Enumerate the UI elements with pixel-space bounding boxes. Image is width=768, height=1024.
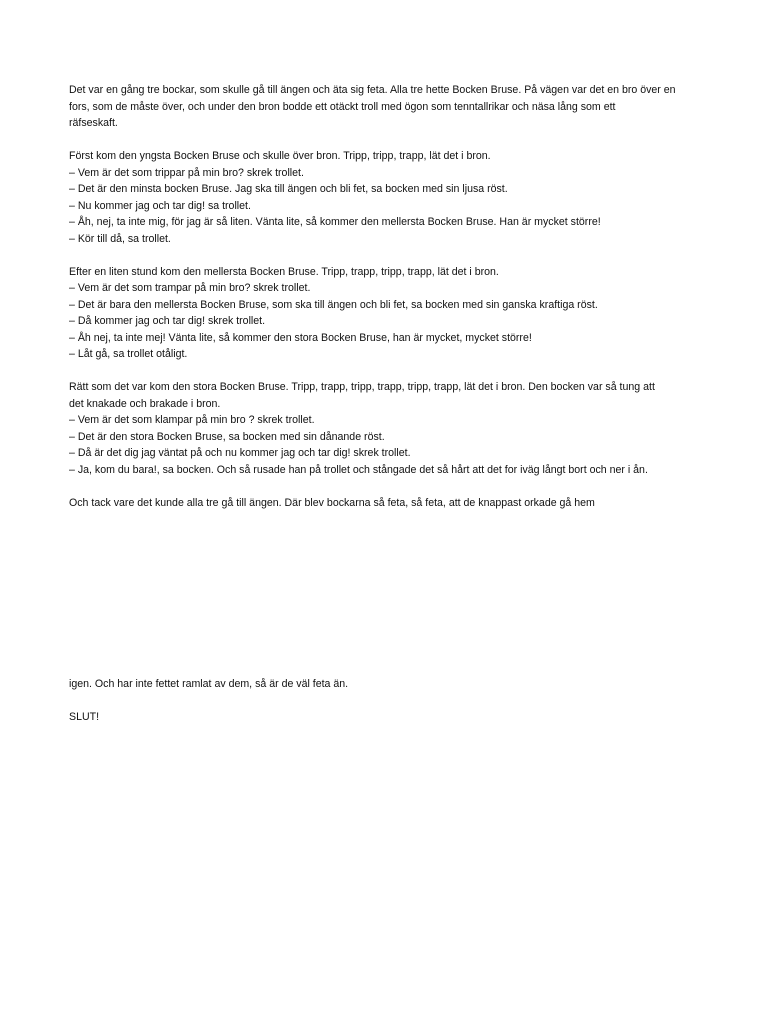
paragraph-ending-tail <box>69 676 709 693</box>
text-line: – Ja, kom du bara!, sa bocken. Och så rusade han på trollet och stångade det så hårt att det for iväg långt bort och ner i ån. <box>69 463 648 476</box>
story-text-tail <box>69 676 709 726</box>
text-line: Och tack vare det kunde alla tre gå till ängen. Där blev bockarna så feta, så feta, att de knappast orkade gå hem <box>69 496 595 509</box>
text-line: – Vem är det som trippar på min bro? skrek trollet. <box>69 166 304 179</box>
text-line: – Åh, nej, ta inte mig, för jag är så liten. Vänta lite, så kommer den mellersta Bocken Bruse. Han är mycket större! <box>69 216 601 228</box>
text-line: – Låt gå, sa trollet otåligt. <box>69 348 188 360</box>
text-line: – Vem är det som trampar på min bro? skrek trollet. <box>69 282 311 294</box>
paragraph-gap <box>69 478 709 495</box>
paragraph-gap <box>69 132 709 149</box>
text-line: igen. Och har inte fettet ramlat av dem, så är de väl feta än. <box>69 678 349 690</box>
text-line: – Nu kommer jag och tar dig! sa trollet. <box>69 199 251 212</box>
text-line: – Det är den stora Bocken Bruse, sa bocken med sin dånande röst. <box>69 430 385 443</box>
paragraph-ending <box>69 495 709 512</box>
paragraph-intro <box>69 82 709 132</box>
text-line: – Kör till då, sa trollet. <box>69 232 171 245</box>
text-line: fors, som de måste över, och under den bron bodde ett otäckt troll med ögon som tenntallrikar och näsa lång som ett <box>69 100 616 113</box>
text-line: räfseskaft. <box>69 117 118 129</box>
text-line: – Det är den minsta bocken Bruse. Jag ska till ängen och bli fet, sa bocken med sin ljusa röst. <box>69 183 508 195</box>
text-line: det knakade och brakade i bron. <box>69 397 221 410</box>
text-line: Först kom den yngsta Bocken Bruse och skulle över bron. Tripp, tripp, trapp, lät det i bron. <box>69 150 491 162</box>
text-line: – Åh nej, ta inte mej! Vänta lite, så kommer den stora Bocken Bruse, han är mycket, mycket större! <box>69 331 532 344</box>
closing-text <box>69 709 709 726</box>
paragraph-gap <box>69 363 709 380</box>
text-line: – Då är det dig jag väntat på och nu kommer jag och tar dig! skrek trollet. <box>69 447 411 459</box>
paragraph-gap <box>69 247 709 264</box>
text-line: – Vem är det som klampar på min bro ? skrek trollet. <box>69 414 315 426</box>
text-line: Rätt som det var kom den stora Bocken Bruse. Tripp, trapp, tripp, trapp, tripp, trapp, lät det i bron. Den bocken var så tung att <box>69 381 655 393</box>
paragraph-middle-goat <box>69 264 709 363</box>
paragraph-big-goat <box>69 379 709 478</box>
text-line: Efter en liten stund kom den mellersta Bocken Bruse. Tripp, trapp, tripp, trapp, lät det i bron. <box>69 265 499 278</box>
text-line: Det var en gång tre bockar, som skulle gå till ängen och äta sig feta. Alla tre hette Bocken Bruse. På vägen var det en bro över en <box>69 84 676 96</box>
paragraph-small-goat <box>69 148 709 247</box>
text-line: – Det är bara den mellersta Bocken Bruse, som ska till ängen och bli fet, sa bocken med sin ganska kraftiga röst. <box>69 298 598 311</box>
text-line: – Då kommer jag och tar dig! skrek trollet. <box>69 315 266 327</box>
text-line: SLUT! <box>69 711 100 723</box>
paragraph-gap <box>69 693 709 710</box>
story-text-main <box>69 82 709 511</box>
